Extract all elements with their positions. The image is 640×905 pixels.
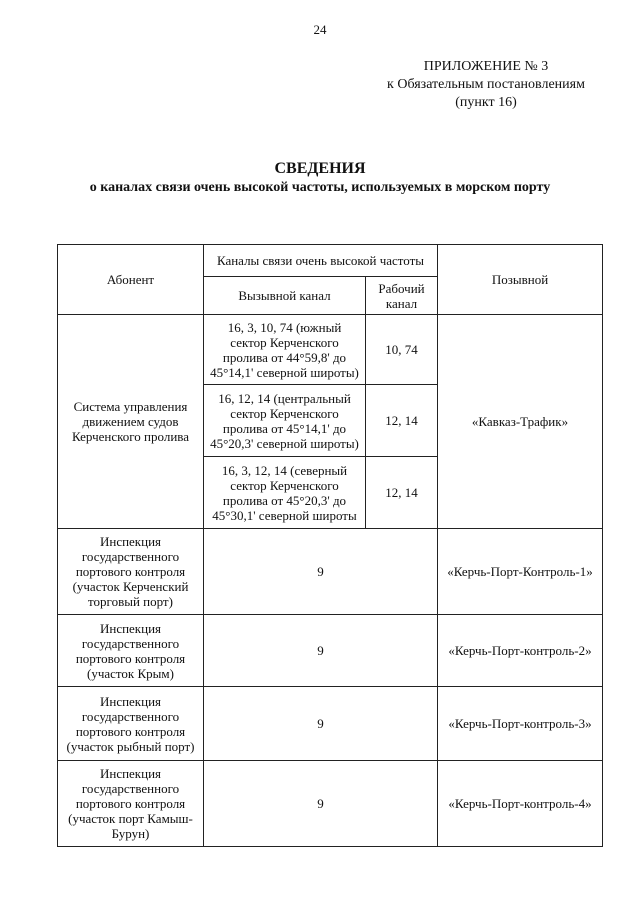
callsign-cell: «Кавказ-Трафик» (438, 315, 603, 529)
table-row (58, 687, 603, 761)
vhf-channels-table (57, 244, 603, 847)
table-row (58, 529, 603, 615)
callsign-cell: «Керчь-Порт-контроль-4» (438, 761, 603, 847)
header-call-channel: Вызывной канал (204, 277, 366, 315)
channel-cell: 9 (204, 687, 438, 761)
subscriber-cell: Инспекция государственного портового контроля (участок Керченский торговый порт) (58, 529, 204, 615)
call-channel-cell: 16, 3, 10, 74 (южный сектор Керченского пролива от 44°59,8' до 45°14,1' северной широты) (204, 315, 366, 385)
appendix-title: ПРИЛОЖЕНИЕ № 3 (423, 59, 549, 74)
callsign-cell: «Керчь-Порт-контроль-2» (438, 615, 603, 687)
channel-cell: 9 (204, 615, 438, 687)
table-header-row (58, 245, 603, 277)
callsign-cell: «Керчь-Порт-контроль-3» (438, 687, 603, 761)
header-callsign: Позывной (438, 245, 603, 315)
appendix-reference: к Обязательным постановлениям (387, 77, 585, 92)
header-subscriber: Абонент (58, 245, 204, 315)
channel-cell: 9 (204, 761, 438, 847)
channel-cell: 9 (204, 529, 438, 615)
work-channel-cell: 12, 14 (366, 385, 438, 457)
work-channel-cell: 10, 74 (366, 315, 438, 385)
subscriber-cell: Инспекция государственного портового контроля (участок порт Камыш-Бурун) (58, 761, 204, 847)
header-work-channel: Рабочий канал (366, 277, 438, 315)
table-row (58, 315, 603, 385)
call-channel-cell: 16, 12, 14 (центральный сектор Керченского пролива от 45°14,1' до 45°20,3' северной широты) (204, 385, 366, 457)
subscriber-cell: Инспекция государственного портового контроля (участок Крым) (58, 615, 204, 687)
page-number: 24 (313, 22, 327, 37)
appendix-header (366, 58, 606, 112)
document-subtitle: о каналах связи очень высокой частоты, используемых в морском порту (89, 180, 551, 195)
subscriber-cell: Система управления движением судов Керченского пролива (58, 315, 204, 529)
document-title: СВЕДЕНИЯ (274, 160, 366, 177)
appendix-clause: (пункт 16) (455, 95, 517, 110)
header-channels-group: Каналы связи очень высокой частоты (204, 245, 438, 277)
table-row (58, 615, 603, 687)
subscriber-cell: Инспекция государственного портового контроля (участок рыбный порт) (58, 687, 204, 761)
work-channel-cell: 12, 14 (366, 457, 438, 529)
call-channel-cell: 16, 3, 12, 14 (северный сектор Керченского пролива от 45°20,3' до 45°30,1' северной широты (204, 457, 366, 529)
table-row (58, 761, 603, 847)
callsign-cell: «Керчь-Порт-Контроль-1» (438, 529, 603, 615)
